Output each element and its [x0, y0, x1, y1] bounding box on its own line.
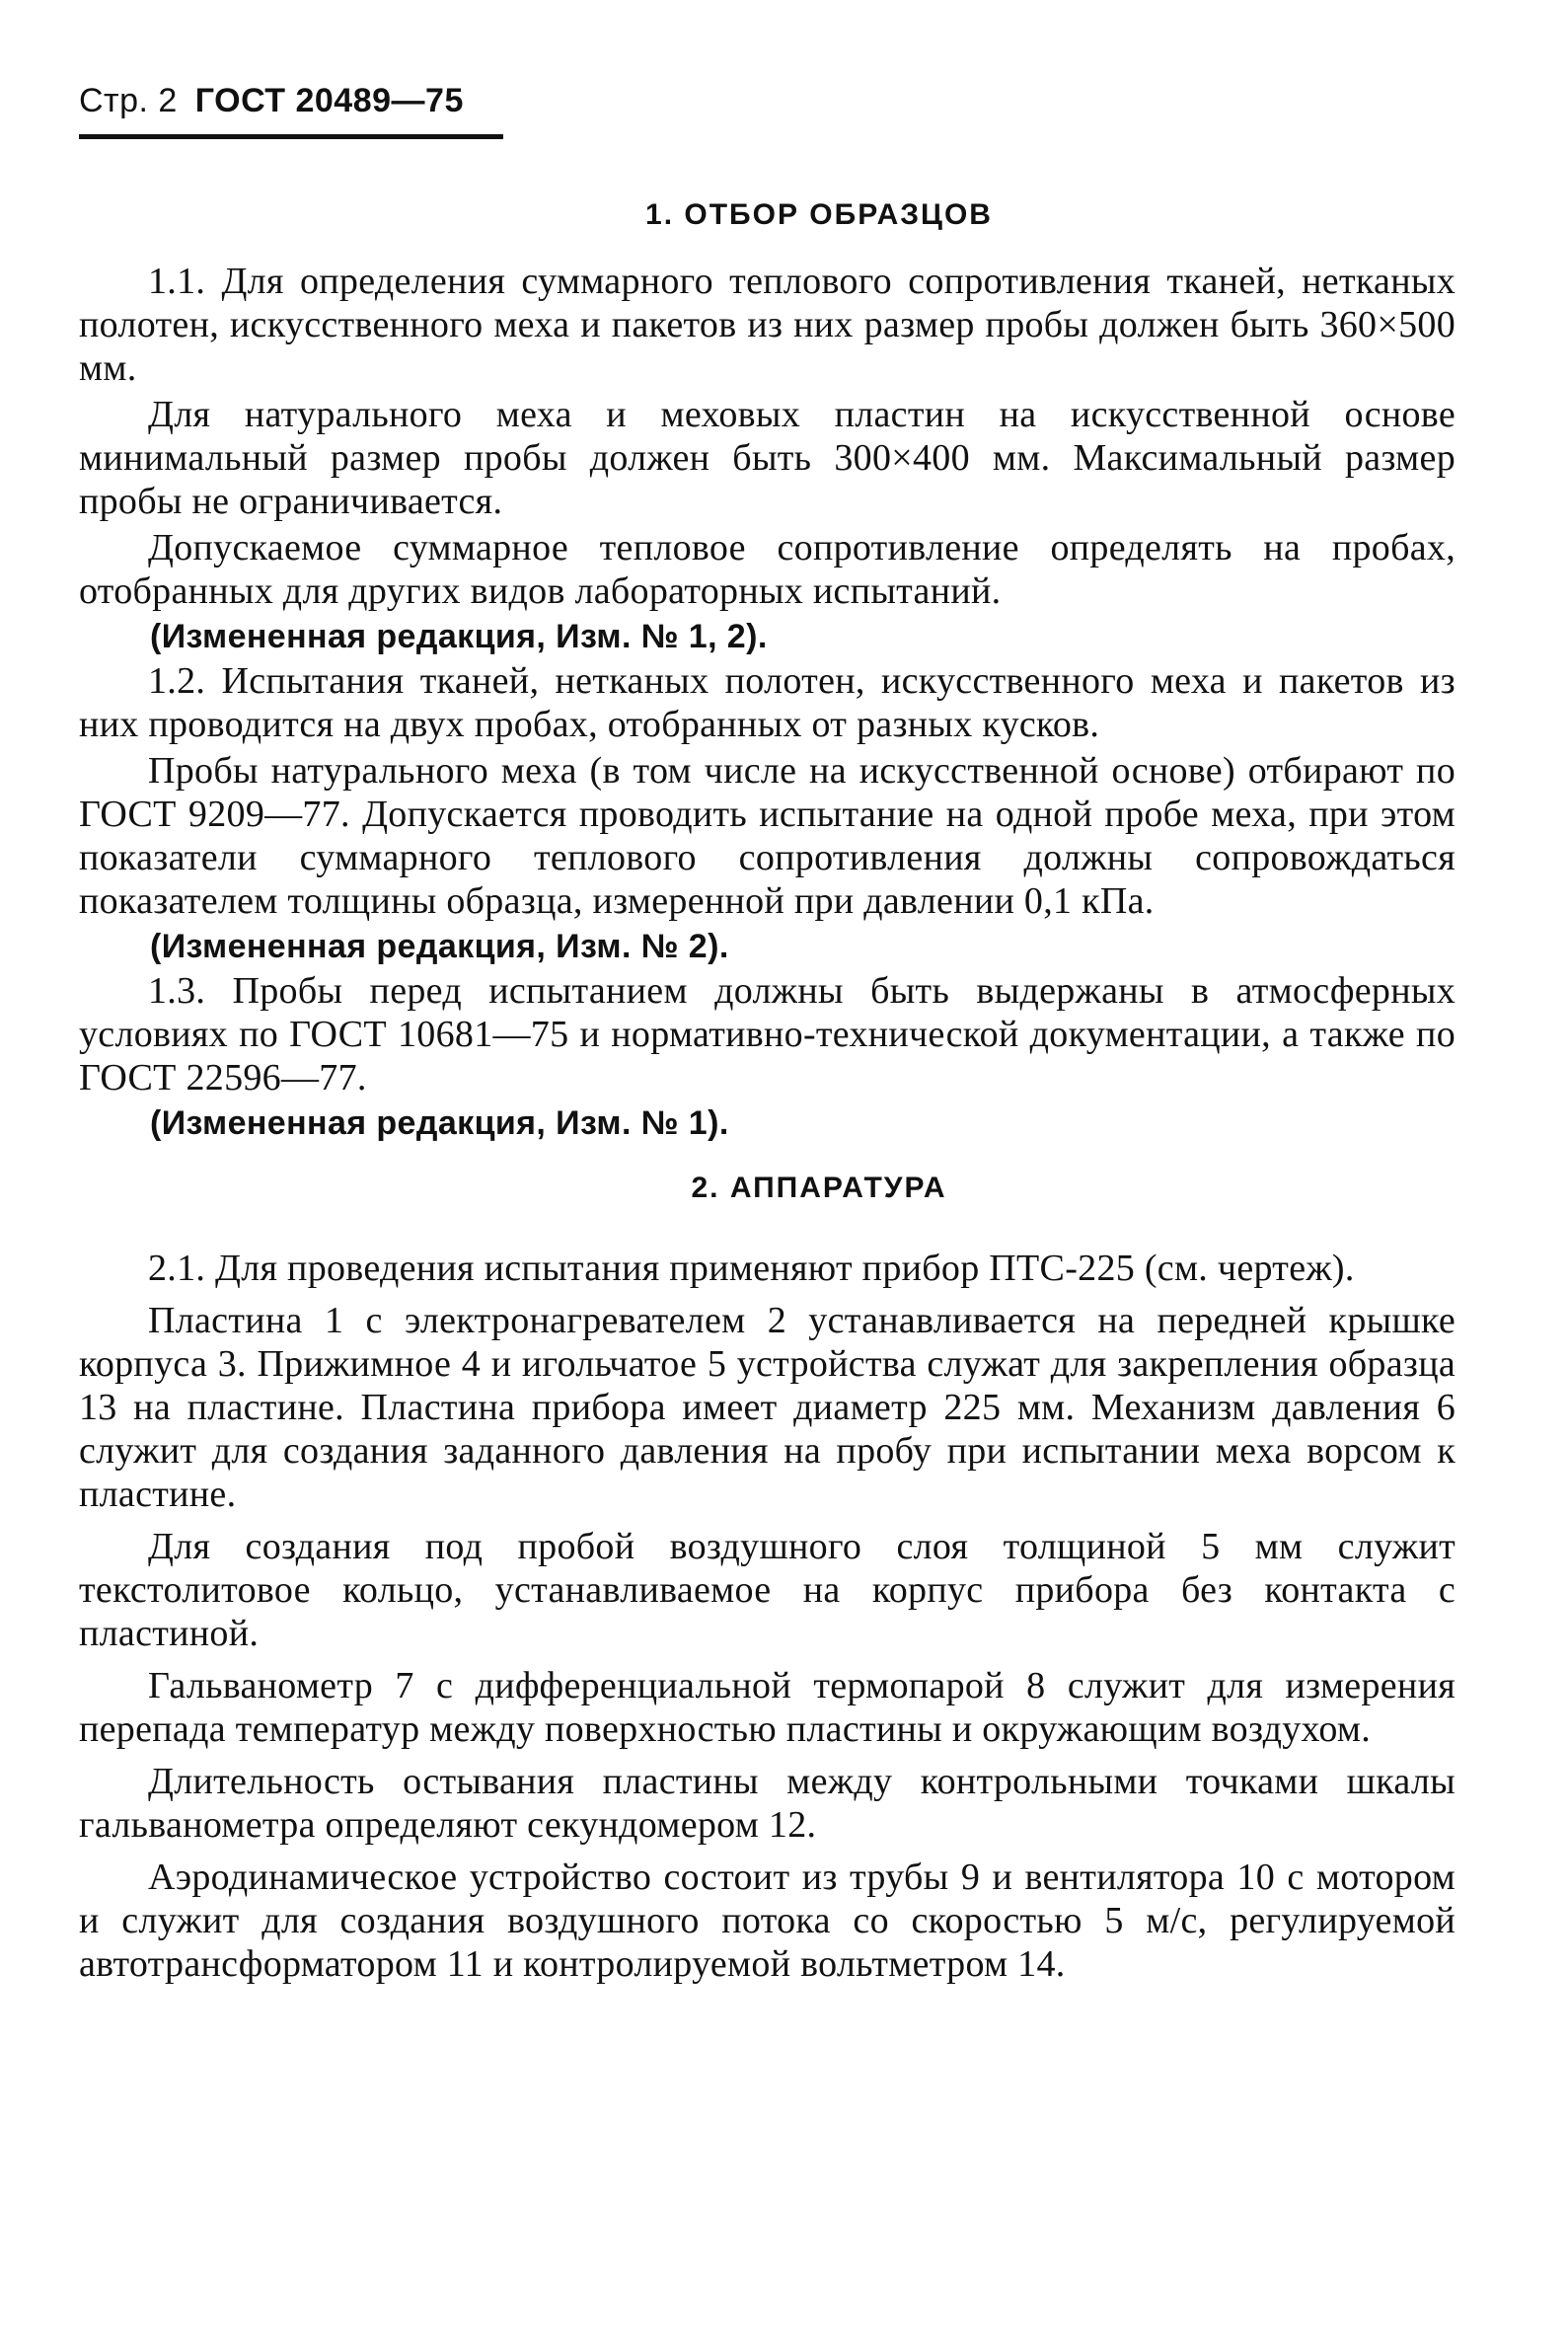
- paragraph-natural-fur-size: Для натурального меха и меховых пластин на искусственной основе минимальный размер пробы должен быть 300×400 мм. Максимальный размер пробы не ограничивается.: [79, 394, 1456, 522]
- document-page: [79, 79, 1456, 1995]
- amendment-note: (Измененная редакция, Изм. № 1).: [150, 1104, 729, 1142]
- paragraph-1-1: 1.1. Для определения суммарного теплового сопротивления тканей, нетканых полотен, искусственного меха и пакетов из них размер пробы должен быть 360×500 мм.: [79, 261, 1456, 389]
- paragraph-natural-fur-samples: Пробы натурального меха (в том числе на искусственной основе) отбирают по ГОСТ 9209—77. Допускается проводить испытание на одной пробе меха, при этом показатели суммарного теплового сопротивления должны сопровождаться показателем толщины образца, измеренной при давлении 0,1 кПа.: [79, 750, 1456, 922]
- paragraph-air-layer: Для создания под пробой воздушного слоя толщиной 5 мм служит текстолитовое кольцо, устанавливаемое на корпус прибора без контакта с пластиной.: [79, 1526, 1456, 1654]
- amendment-note: (Измененная редакция, Изм. № 1, 2).: [150, 618, 768, 655]
- running-header: [79, 79, 1456, 122]
- paragraph-plate-description: Пластина 1 с электронагревателем 2 устанавливается на передней крышке корпуса 3. Прижимное 4 и игольчатое 5 устройства служат для закрепления образца 13 на пластине. Пластина прибора имеет диаметр 225 мм. Механизм давления 6 служит для создания заданного давления на пробу при испытании меха ворсом к пластине.: [79, 1300, 1456, 1515]
- header-rule: [79, 134, 503, 139]
- standard-number: ГОСТ 20489—75: [194, 82, 464, 119]
- paragraph-1-3: 1.3. Пробы перед испытанием должны быть выдержаны в атмосферных условиях по ГОСТ 10681—75 и нормативно-технической документации, а также по ГОСТ 22596—77.: [79, 970, 1456, 1098]
- page-label: Стр. 2: [79, 82, 178, 119]
- paragraph-aerodynamic-device: Аэродинамическое устройство состоит из трубы 9 и вентилятора 10 с мотором и служит для создания воздушного потока со скоростью 5 м/с, регулируемой автотрансформатором 11 и контролируемой вольтметром 14.: [79, 1856, 1456, 1985]
- section-title-apparatus: 2. АППАРАТУРА: [691, 1172, 947, 1204]
- paragraph-1-2: 1.2. Испытания тканей, нетканых полотен, искусственного меха и пакетов из них проводится на двух пробах, отобранных от разных кусков.: [79, 660, 1456, 745]
- amendment-note: (Измененная редакция, Изм. № 2).: [150, 928, 729, 965]
- paragraph-2-1: 2.1. Для проведения испытания применяют прибор ПТС-225 (см. чертеж).: [148, 1248, 1355, 1289]
- paragraph-galvanometer: Гальванометр 7 с дифференциальной термопарой 8 служит для измерения перепада температур между поверхностью пластины и окружающим воздухом.: [79, 1665, 1456, 1750]
- paragraph-cooling-duration: Длительность остывания пластины между контрольными точками шкалы гальванометра определяют секундомером 12.: [79, 1761, 1456, 1846]
- section-title-sampling: 1. ОТБОР ОБРАЗЦОВ: [645, 198, 993, 231]
- paragraph-allowed-samples: Допускаемое суммарное тепловое сопротивление определять на пробах, отобранных для других видов лабораторных испытаний.: [79, 527, 1456, 612]
